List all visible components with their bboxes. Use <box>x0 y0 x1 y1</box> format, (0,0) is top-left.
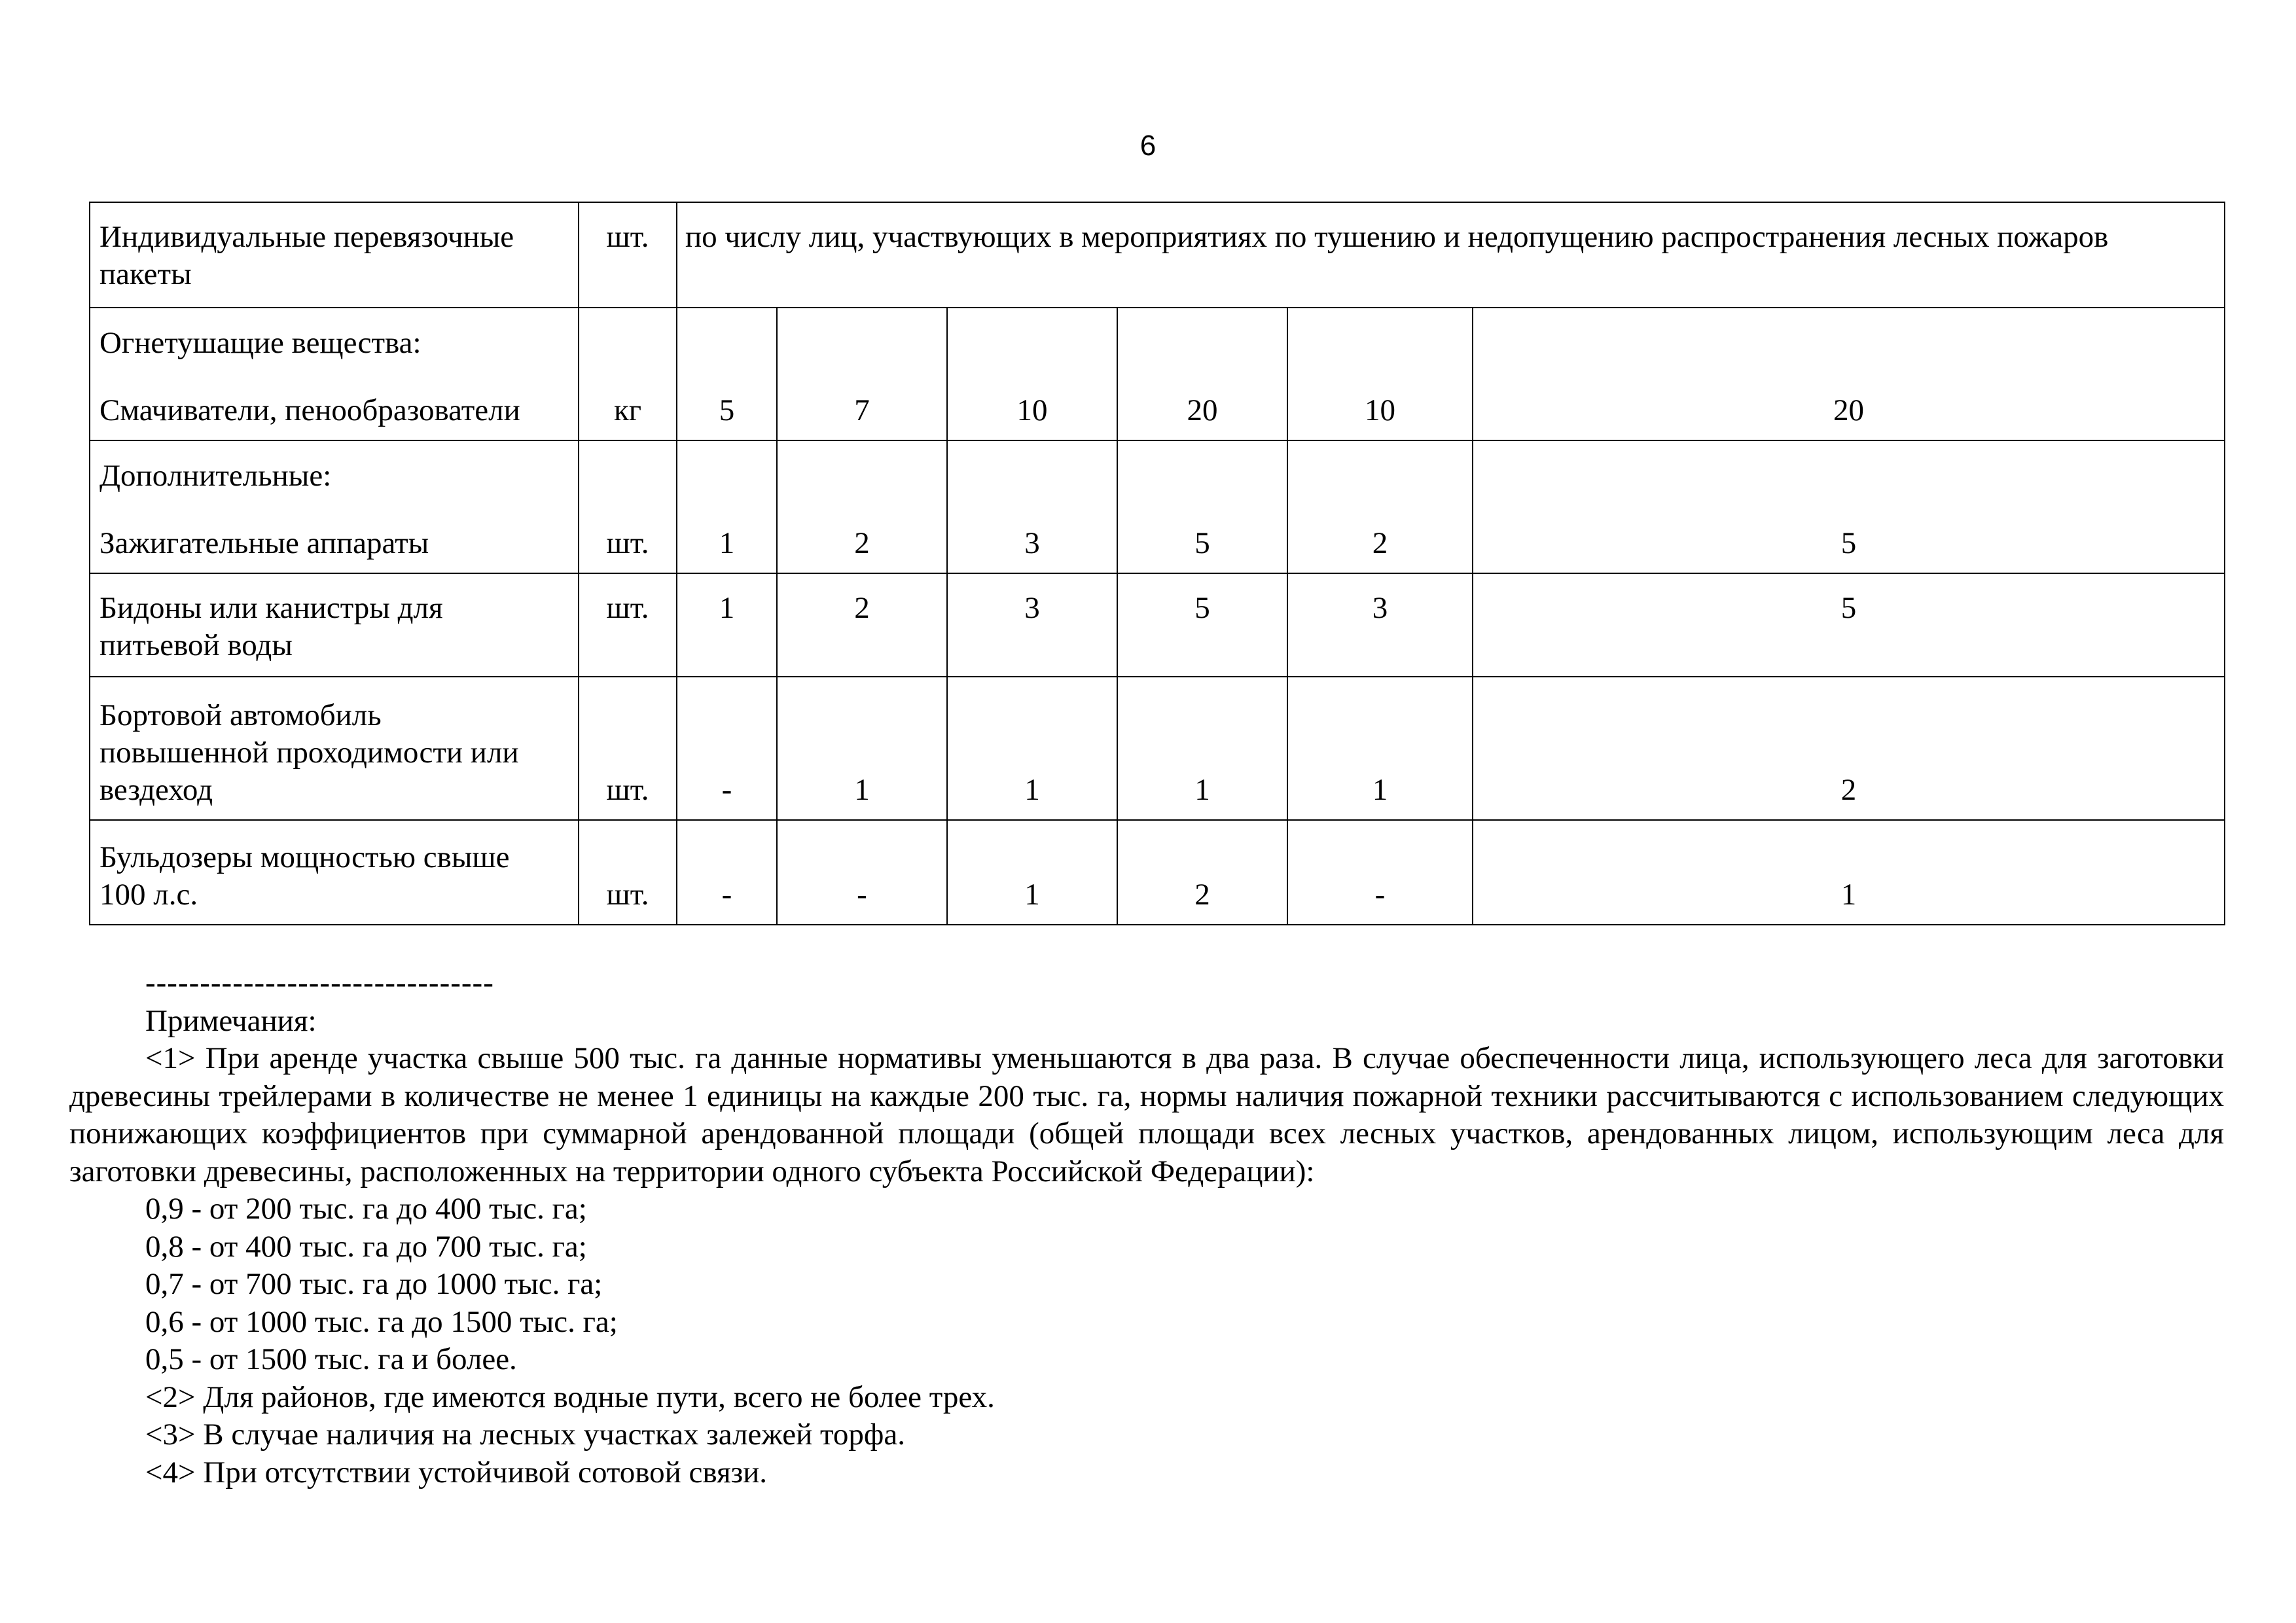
value-cell: 2 <box>1473 677 2225 820</box>
value-cell: 1 <box>777 677 947 820</box>
value-cell: 2 <box>777 573 947 677</box>
item-name-line: Бидоны или канистры для <box>99 591 443 625</box>
table-row <box>90 820 2225 925</box>
unit-cell: шт. <box>579 677 677 820</box>
value-cell: 2 <box>1117 820 1287 925</box>
value-cell: 7 <box>777 308 947 440</box>
value-cell: 3 <box>947 440 1117 573</box>
value-cell: 1 <box>677 573 777 677</box>
item-name-cell <box>90 573 579 677</box>
notes-heading: Примечания: <box>145 1003 317 1038</box>
value-cell: 20 <box>1117 308 1287 440</box>
unit-cell: шт. <box>579 820 677 925</box>
table-row <box>90 440 2225 573</box>
item-name-line: Индивидуальные перевязочные <box>99 220 514 254</box>
item-name-cell <box>90 440 579 573</box>
unit-cell: шт. <box>579 573 677 677</box>
page-number: 6 <box>1139 130 1157 162</box>
value-cell: 5 <box>1473 573 2225 677</box>
value-cell: 5 <box>1473 440 2225 573</box>
value-cell: 2 <box>1287 440 1473 573</box>
footnote-3: <3> В случае наличия на лесных участках залежей торфа. <box>145 1418 905 1452</box>
value-cell: 20 <box>1473 308 2225 440</box>
unit-cell: шт. <box>579 440 677 573</box>
value-cell: 2 <box>777 440 947 573</box>
item-name-cell <box>90 677 579 820</box>
item-name-line: Дополнительные: <box>99 459 332 493</box>
item-name-line: Смачиватели, пенообразователи <box>99 393 520 427</box>
notes-section <box>69 965 2224 1491</box>
value-cell: - <box>677 677 777 820</box>
table-row <box>90 308 2225 440</box>
table-row <box>90 202 2225 308</box>
equipment-norms-table <box>89 202 2225 925</box>
coefficient-item: 0,6 - от 1000 тыс. га до 1500 тыс. га; <box>145 1304 618 1339</box>
item-name-line: вездеход <box>99 773 213 807</box>
item-name-line: пакеты <box>99 257 192 291</box>
value-cell: 1 <box>947 820 1117 925</box>
coefficient-item: 0,8 - от 400 тыс. га до 700 тыс. га; <box>145 1229 587 1264</box>
item-name-line: Огнетушащие вещества: <box>99 326 422 360</box>
item-name-cell <box>90 202 579 308</box>
item-name-line: Бортовой автомобиль <box>99 698 382 732</box>
item-name-cell <box>90 308 579 440</box>
item-name-line: Зажигательные аппараты <box>99 526 429 560</box>
value-cell: 1 <box>677 440 777 573</box>
coefficient-item: 0,5 - от 1500 тыс. га и более. <box>145 1342 517 1376</box>
footnote-2: <2> Для районов, где имеются водные пути, всего не более трех. <box>145 1380 995 1414</box>
merged-value-cell: по числу лиц, участвующих в мероприятиях по тушению и недопущению распространения лесных пожаров <box>677 202 2225 308</box>
footnote-separator: -------------------------------- <box>145 966 494 1000</box>
value-cell: 5 <box>1117 573 1287 677</box>
value-cell: 5 <box>677 308 777 440</box>
value-cell: 3 <box>947 573 1117 677</box>
value-cell: 10 <box>1287 308 1473 440</box>
item-name-cell <box>90 820 579 925</box>
coefficient-item: 0,7 - от 700 тыс. га до 1000 тыс. га; <box>145 1267 603 1301</box>
unit-cell: шт. <box>579 202 677 308</box>
value-cell: 5 <box>1117 440 1287 573</box>
item-name-line: 100 л.с. <box>99 878 198 912</box>
footnote-4: <4> При отсутствии устойчивой сотовой связи. <box>145 1455 768 1489</box>
value-cell: - <box>777 820 947 925</box>
value-cell: - <box>677 820 777 925</box>
value-cell: 1 <box>1473 820 2225 925</box>
value-cell: 1 <box>1117 677 1287 820</box>
item-name-line: Бульдозеры мощностью свыше <box>99 840 510 874</box>
table-row <box>90 573 2225 677</box>
item-name-line: питьевой воды <box>99 628 293 662</box>
footnote-1: <1> При аренде участка свыше 500 тыс. га данные нормативы уменьшаются в два раза. В случае обеспеченности лица, использующего леса для заготовки древесины трейлерами в количестве не менее 1 единицы на каждые 200 тыс. га, нормы наличия пожарной техники рассчитываются с использованием следующих понижающих коэффициентов при суммарной арендованной площади (общей площади всех лесных участков, арендованных лицом, использующим леса для заготовки древесины, расположенных на территории одного субъекта Российской Федерации): <box>69 1041 2224 1188</box>
table-row <box>90 677 2225 820</box>
value-cell: 1 <box>947 677 1117 820</box>
value-cell: 1 <box>1287 677 1473 820</box>
coefficient-item: 0,9 - от 200 тыс. га до 400 тыс. га; <box>145 1192 587 1226</box>
value-cell: 3 <box>1287 573 1473 677</box>
item-name-line: повышенной проходимости или <box>99 736 519 770</box>
value-cell: 10 <box>947 308 1117 440</box>
unit-cell: кг <box>579 308 677 440</box>
value-cell: - <box>1287 820 1473 925</box>
